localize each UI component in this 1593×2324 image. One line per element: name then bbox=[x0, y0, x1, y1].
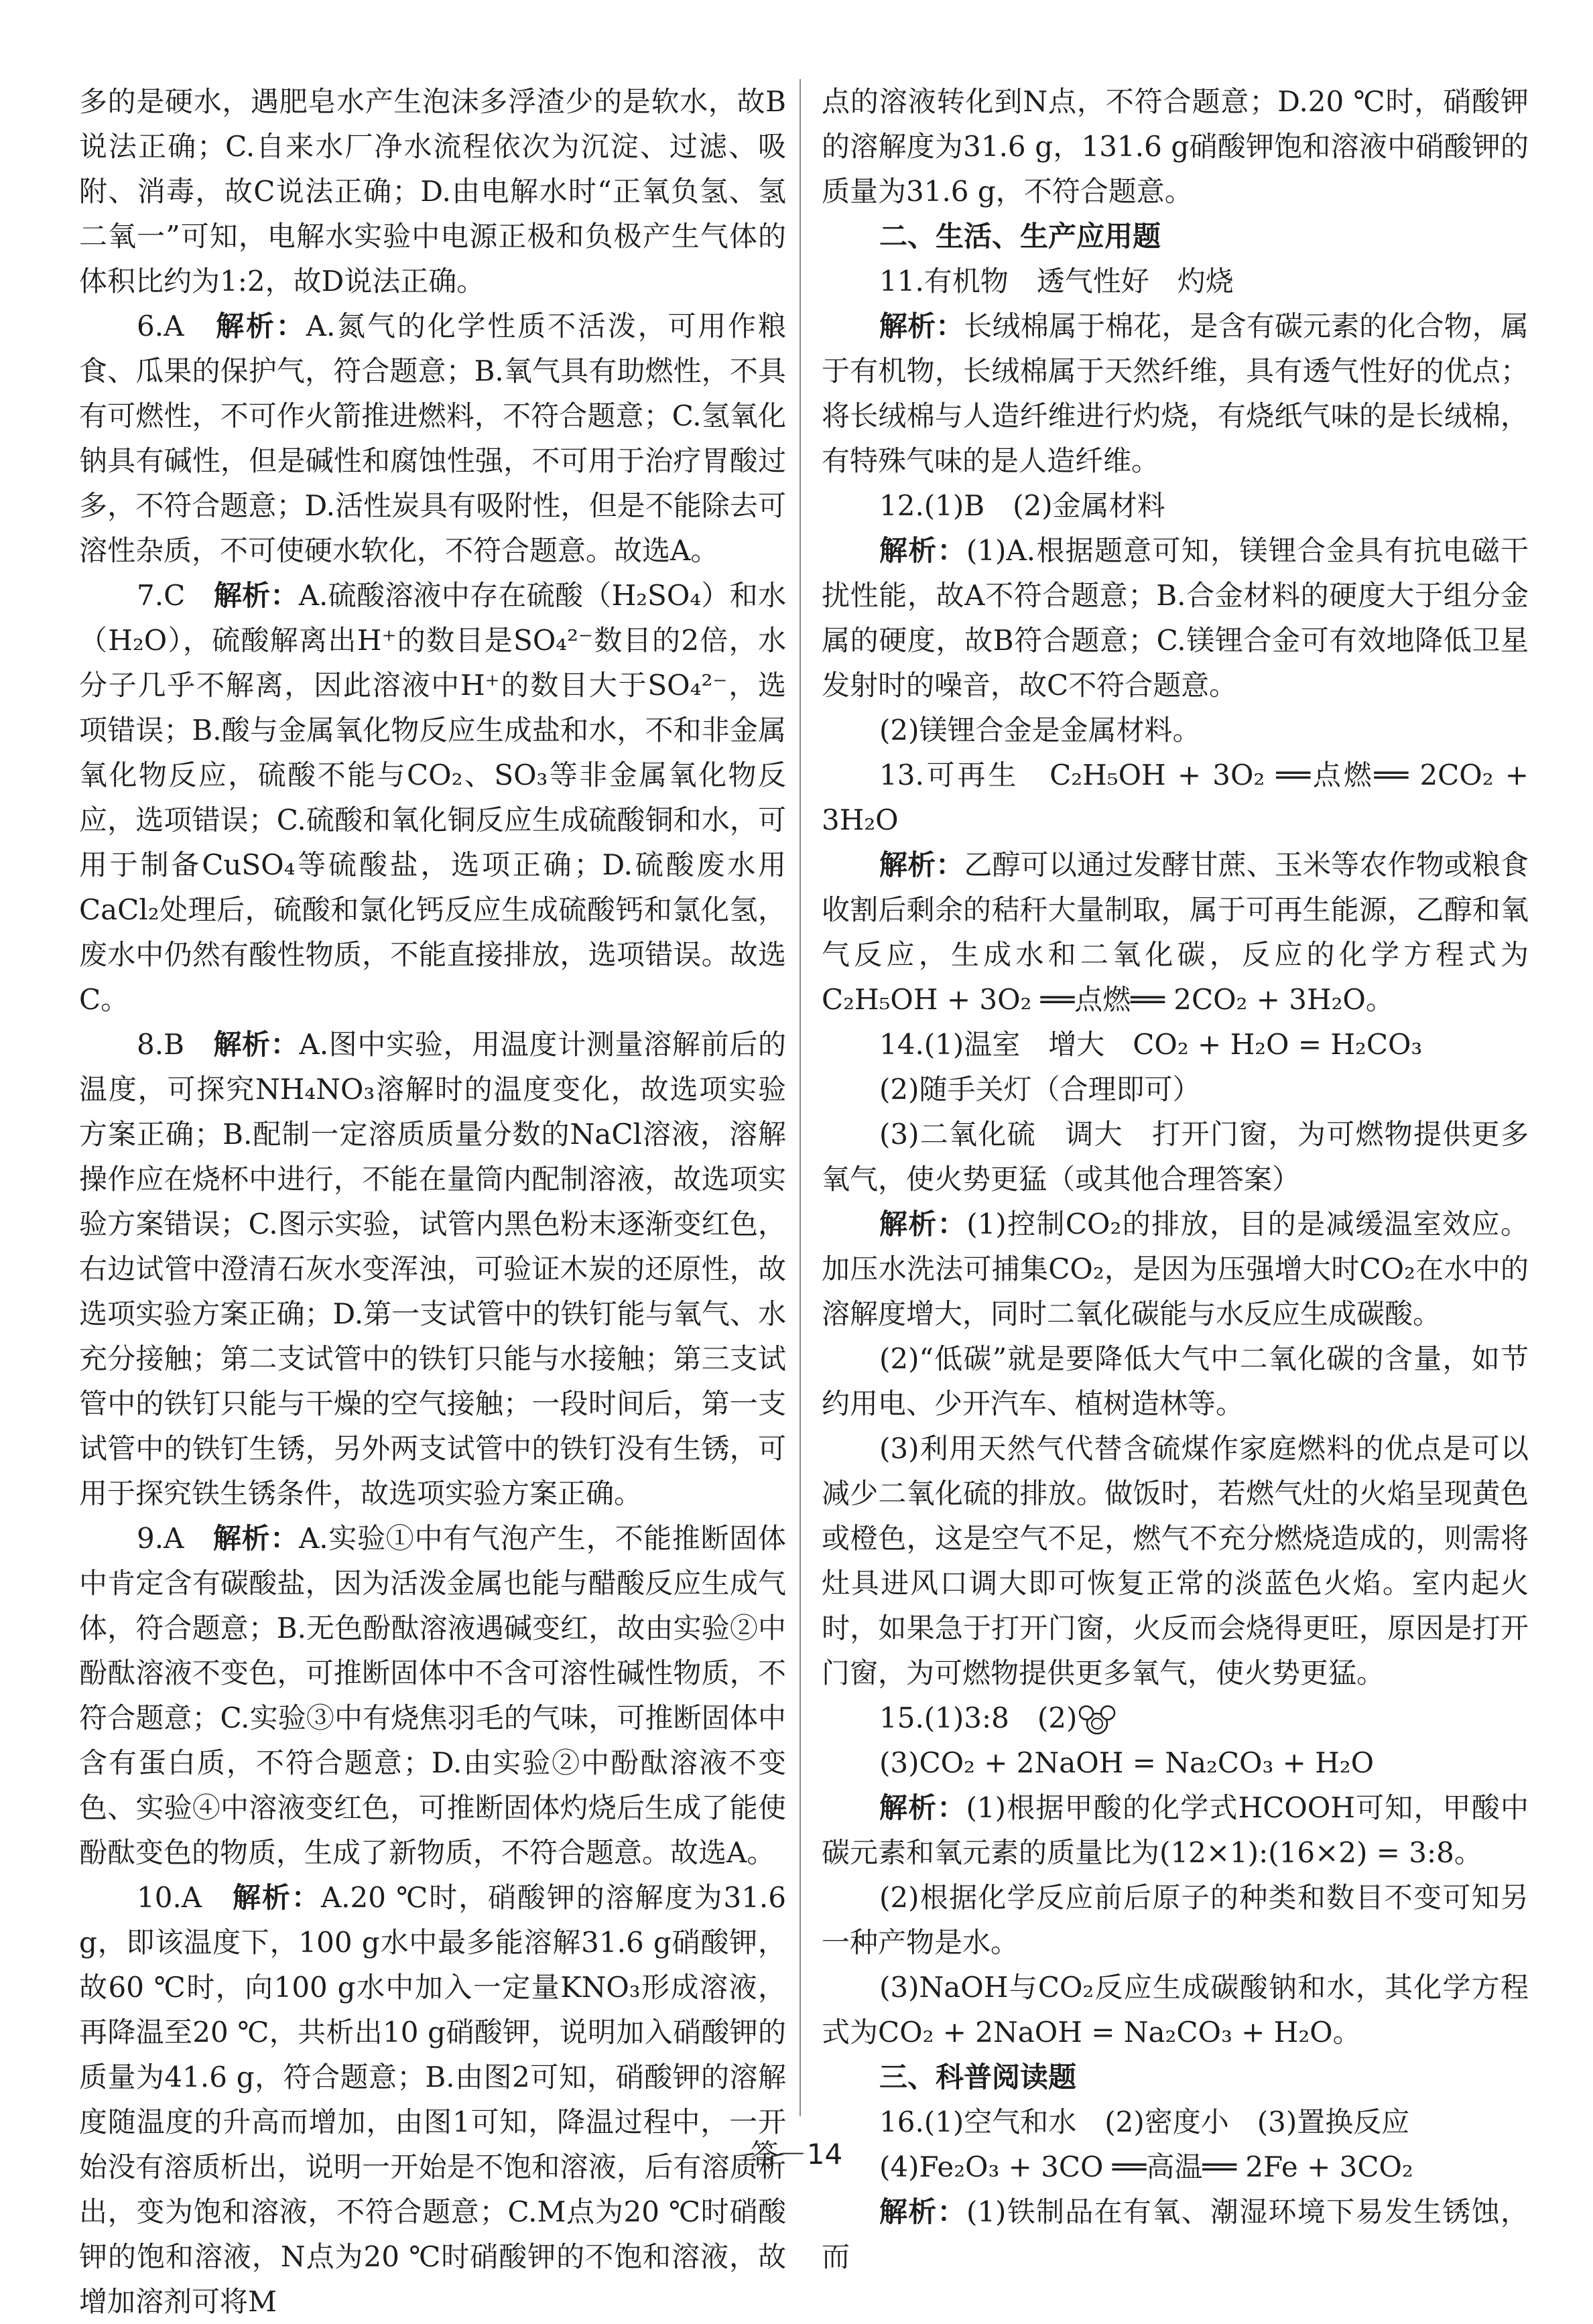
section-heading: 二、生活、生产应用题 bbox=[879, 220, 1161, 253]
answer-paragraph bbox=[822, 1202, 1529, 1336]
analysis-label: 解析： bbox=[213, 579, 299, 612]
paragraph-text: 13.可再生 C₂H₅OH + 3O₂ ══点燃══ 2CO₂ + 3H₂O bbox=[822, 759, 1529, 836]
question-number: 9.A bbox=[137, 1522, 184, 1555]
paragraph-text: A.硫酸溶液中存在硫酸（H₂SO₄）和水（H₂O），硫酸解离出H⁺的数目是SO₄²⁻数目的2倍，水分子几乎不解离，因此溶液中H⁺的数目大于SO₄²⁻，选项错误；B.酸与金属氧化物反应生成盐和水，不和非金属氧化物反应，硫酸不能与CO₂、SO₃等非金属氧化物反应，选项错误；C.硫酸和氧化铜反应生成硫酸铜和水，可用于制备CuSO₄等硫酸盐，选项正确；D.硫酸废水用CaCl₂处理后，硫酸和氯化钙反应生成硫酸钙和氯化氢，废水中仍然有酸性物质，不能直接排放，选项错误。故选C。 bbox=[79, 579, 786, 1016]
paragraph-text: 多的是硬水，遇肥皂水产生泡沫多浮渣少的是软水，故B说法正确；C.自来水厂净水流程依次为沉淀、过滤、吸附、消毒，故C说法正确；D.由电解水时“正氧负氢、氢二氧一”可知，电解水实验中电源正极和负极产生气体的体积比约为1:2，故D说法正确。 bbox=[79, 85, 786, 298]
paragraph-text: A.氮气的化学性质不活泼，可用作粮食、瓜果的保护气，符合题意；B.氧气具有助燃性，不具有可燃性，不可作火箭推进燃料，不符合题意；C.氢氧化钠具有碱性，但是碱性和腐蚀性强，不可用于治疗胃酸过多，不符合题意；D.活性炭具有吸附性，但是不能除去可溶性杂质，不可使硬水软化，不符合题意。故选A。 bbox=[79, 310, 786, 567]
answer-paragraph bbox=[79, 1022, 786, 1516]
paragraph-text: 点的溶液转化到N点，不符合题意；D.20 ℃时，硝酸钾的溶解度为31.6 g，131.6 g硝酸钾饱和溶液中硝酸钾的质量为31.6 g，不符合题意。 bbox=[822, 85, 1529, 208]
paragraph-text: 乙醇可以通过发酵甘蔗、玉米等农作物或粮食收割后剩余的秸秆大量制取，属于可再生能源，乙醇和氧气反应，生成水和二氧化碳，反应的化学方程式为C₂H₅OH + 3O₂ ══点燃══ 2CO₂ + 3H₂O。 bbox=[822, 848, 1529, 1016]
answer-paragraph bbox=[822, 79, 1529, 214]
paragraph-text: A.20 ℃时，硝酸钾的溶解度为31.6 g，即该温度下，100 g水中最多能溶解31.6 g硝酸钾，故60 ℃时，向100 g水中加入一定量KNO₃形成溶液，再降温至20 ℃，共析出10 g硝酸钾，说明加入硝酸钾的质量为41.6 g，符合题意；B.由图2可知，硝酸钾的溶解度随温度的升高而增加，由图1可知，降温过程中，一开始没有溶质析出，说明一开始是不饱和溶液，后有溶质析出，变为饱和溶液，不符合题意；C.M点为20 ℃时硝酸钾的饱和溶液，N点为20 ℃时硝酸钾的不饱和溶液，故增加溶剂可将M bbox=[79, 1881, 786, 2318]
paragraph-text: 12.(1)B (2)金属材料 bbox=[879, 489, 1165, 522]
right-column bbox=[822, 79, 1529, 2279]
answer-paragraph bbox=[79, 1875, 786, 2324]
answer-paragraph bbox=[79, 79, 786, 304]
analysis-label: 解析： bbox=[233, 1881, 321, 1914]
paragraph-text: 长绒棉属于棉花，是含有碳元素的化合物，属于有机物，长绒棉属于天然纤维，具有透气性好的优点；将长绒棉与人造纤维进行灼烧，有烧纸气味的是长绒棉，有特殊气味的是人造纤维。 bbox=[822, 310, 1529, 477]
section-heading: 三、科普阅读题 bbox=[879, 2061, 1077, 2093]
paragraph-text: A.实验①中有气泡产生，不能推断固体中肯定含有碳酸盐，因为活泼金属也能与醋酸反应生成气体，符合题意；B.无色酚酞溶液遇碱变红，故由实验②中酚酞溶液不变色，可推断固体中不含可溶性碱性物质，不符合题意；C.实验③中有烧焦羽毛的气味，可推断固体中含有蛋白质，不符合题意；D.由实验②中酚酞溶液不变色、实验④中溶液变红色，可推断固体灼烧后生成了能使酚酞变色的物质，生成了新物质，不符合题意。故选A。 bbox=[79, 1522, 786, 1869]
answer-paragraph bbox=[822, 1875, 1529, 1965]
analysis-label: 解析： bbox=[879, 310, 964, 342]
paragraph-text: (3)二氧化硫 调大 打开门窗，为可燃物提供更多氧气，使火势更猛（或其他合理答案） bbox=[822, 1118, 1529, 1196]
answer-paragraph bbox=[822, 1067, 1529, 1112]
paragraph-text: 11.有机物 透气性好 灼烧 bbox=[879, 265, 1234, 298]
answer-paragraph bbox=[79, 304, 786, 573]
paragraph-text: (1)控制CO₂的排放，目的是减缓温室效应。加压水洗法可捕集CO₂，是因为压强增大时CO₂在水中的溶解度增大，同时二氧化碳能与水反应生成碳酸。 bbox=[822, 1208, 1529, 1330]
answer-paragraph bbox=[822, 259, 1529, 304]
answer-paragraph bbox=[822, 1965, 1529, 2055]
water-molecule-icon bbox=[1077, 1703, 1116, 1737]
answer-paragraph bbox=[822, 1336, 1529, 1426]
paragraph-text: (3)CO₂ + 2NaOH = Na₂CO₃ + H₂O bbox=[879, 1746, 1375, 1779]
column-divider bbox=[800, 79, 801, 2116]
analysis-label: 解析： bbox=[879, 1791, 966, 1824]
answer-paragraph bbox=[822, 304, 1529, 483]
answer-paragraph bbox=[822, 1112, 1529, 1202]
analysis-label: 解析： bbox=[212, 1522, 299, 1555]
answer-paragraph bbox=[822, 1695, 1529, 1740]
paragraph-text: (2)镁锂合金是金属材料。 bbox=[879, 714, 1201, 747]
answer-paragraph bbox=[822, 842, 1529, 1022]
answer-paragraph bbox=[822, 1785, 1529, 1875]
answer-paragraph bbox=[822, 1740, 1529, 1785]
analysis-label: 解析： bbox=[879, 848, 964, 881]
analysis-label: 解析： bbox=[879, 534, 966, 567]
paragraph-text: 15.(1)3:8 (2) bbox=[879, 1701, 1078, 1734]
answer-paragraph bbox=[822, 708, 1529, 753]
paragraph-text: (2)“低碳”就是要降低大气中二氧化碳的含量，如节约用电、少开汽车、植树造林等。 bbox=[822, 1342, 1529, 1420]
answer-paragraph bbox=[79, 1516, 786, 1875]
paragraph-text: (3)NaOH与CO₂反应生成碳酸钠和水，其化学方程式为CO₂ + 2NaOH = Na₂CO₃ + H₂O。 bbox=[822, 1971, 1529, 2049]
analysis-label: 解析： bbox=[879, 2195, 966, 2228]
question-number: 7.C bbox=[137, 579, 186, 612]
analysis-label: 解析： bbox=[216, 310, 306, 342]
question-number: 8.B bbox=[137, 1028, 184, 1061]
paragraph-text: 14.(1)温室 增大 CO₂ + H₂O = H₂CO₃ bbox=[879, 1028, 1423, 1061]
question-number: 6.A bbox=[137, 310, 184, 342]
answer-paragraph bbox=[822, 2189, 1529, 2279]
analysis-label: 解析： bbox=[213, 1028, 300, 1061]
paragraph-text: (1)根据甲酸的化学式HCOOH可知，甲酸中碳元素和氧元素的质量比为(12×1):(16×2) = 3:8。 bbox=[822, 1791, 1529, 1869]
answer-paragraph bbox=[79, 573, 786, 1022]
paragraph-text: (1)铁制品在有氧、潮湿环境下易发生锈蚀，而 bbox=[822, 2195, 1529, 2273]
answer-paragraph bbox=[822, 1426, 1529, 1695]
paragraph-text: (3)利用天然气代替含硫煤作家庭燃料的优点是可以减少二氧化硫的排放。做饭时，若燃气灶的火焰呈现黄色或橙色，这是空气不足，燃气不充分燃烧造成的，则需将灶具进风口调大即可恢复正常的淡蓝色火焰。室内起火时，如果急于打开门窗，火反而会烧得更旺，原因是打开门窗，为可燃物提供更多氧气，使火势更猛。 bbox=[822, 1432, 1529, 1689]
paragraph-text: 16.(1)空气和水 (2)密度小 (3)置换反应 bbox=[879, 2106, 1410, 2138]
question-number: 10.A bbox=[137, 1881, 202, 1914]
analysis-label: 解析： bbox=[879, 1208, 967, 1240]
paragraph-text: (4)Fe₂O₃ + 3CO ══高温══ 2Fe + 3CO₂ bbox=[879, 2150, 1413, 2183]
paragraph-text: A.图中实验，用温度计测量溶解前后的温度，可探究NH₄NO₃溶解时的温度变化，故选项实验方案正确；B.配制一定溶质质量分数的NaCl溶液，溶解操作应在烧杯中进行，不能在量筒内配制溶液，故选项实验方案错误；C.图示实验，试管内黑色粉末逐渐变红色，右边试管中澄清石灰水变浑浊，可验证木炭的还原性，故选项实验方案正确；D.第一支试管中的铁钉能与氧气、水充分接触；第二支试管中的铁钉只能与水接触；第三支试管中的铁钉只能与干燥的空气接触；一段时间后，第一支试管中的铁钉生锈，另外两支试管中的铁钉没有生锈，可用于探究铁生锈条件，故选项实验方案正确。 bbox=[79, 1028, 786, 1510]
answer-paragraph bbox=[822, 528, 1529, 708]
answer-paragraph bbox=[822, 1022, 1529, 1067]
answer-paragraph bbox=[822, 753, 1529, 842]
paragraph-text: (2)随手关灯（合理即可） bbox=[879, 1073, 1201, 1106]
paragraph-text: (2)根据化学反应前后原子的种类和数目不变可知另一种产物是水。 bbox=[822, 1881, 1529, 1959]
paragraph-text: (1)A.根据题意可知，镁锂合金具有抗电磁干扰性能，故A不符合题意；B.合金材料的硬度大于组分金属的硬度，故B符合题意；C.镁锂合金可有效地降低卫星发射时的噪音，故C不符合题意。 bbox=[822, 534, 1529, 702]
left-column bbox=[79, 79, 786, 2324]
answer-paragraph bbox=[822, 483, 1529, 528]
page-number: 答－14 bbox=[750, 2138, 843, 2171]
